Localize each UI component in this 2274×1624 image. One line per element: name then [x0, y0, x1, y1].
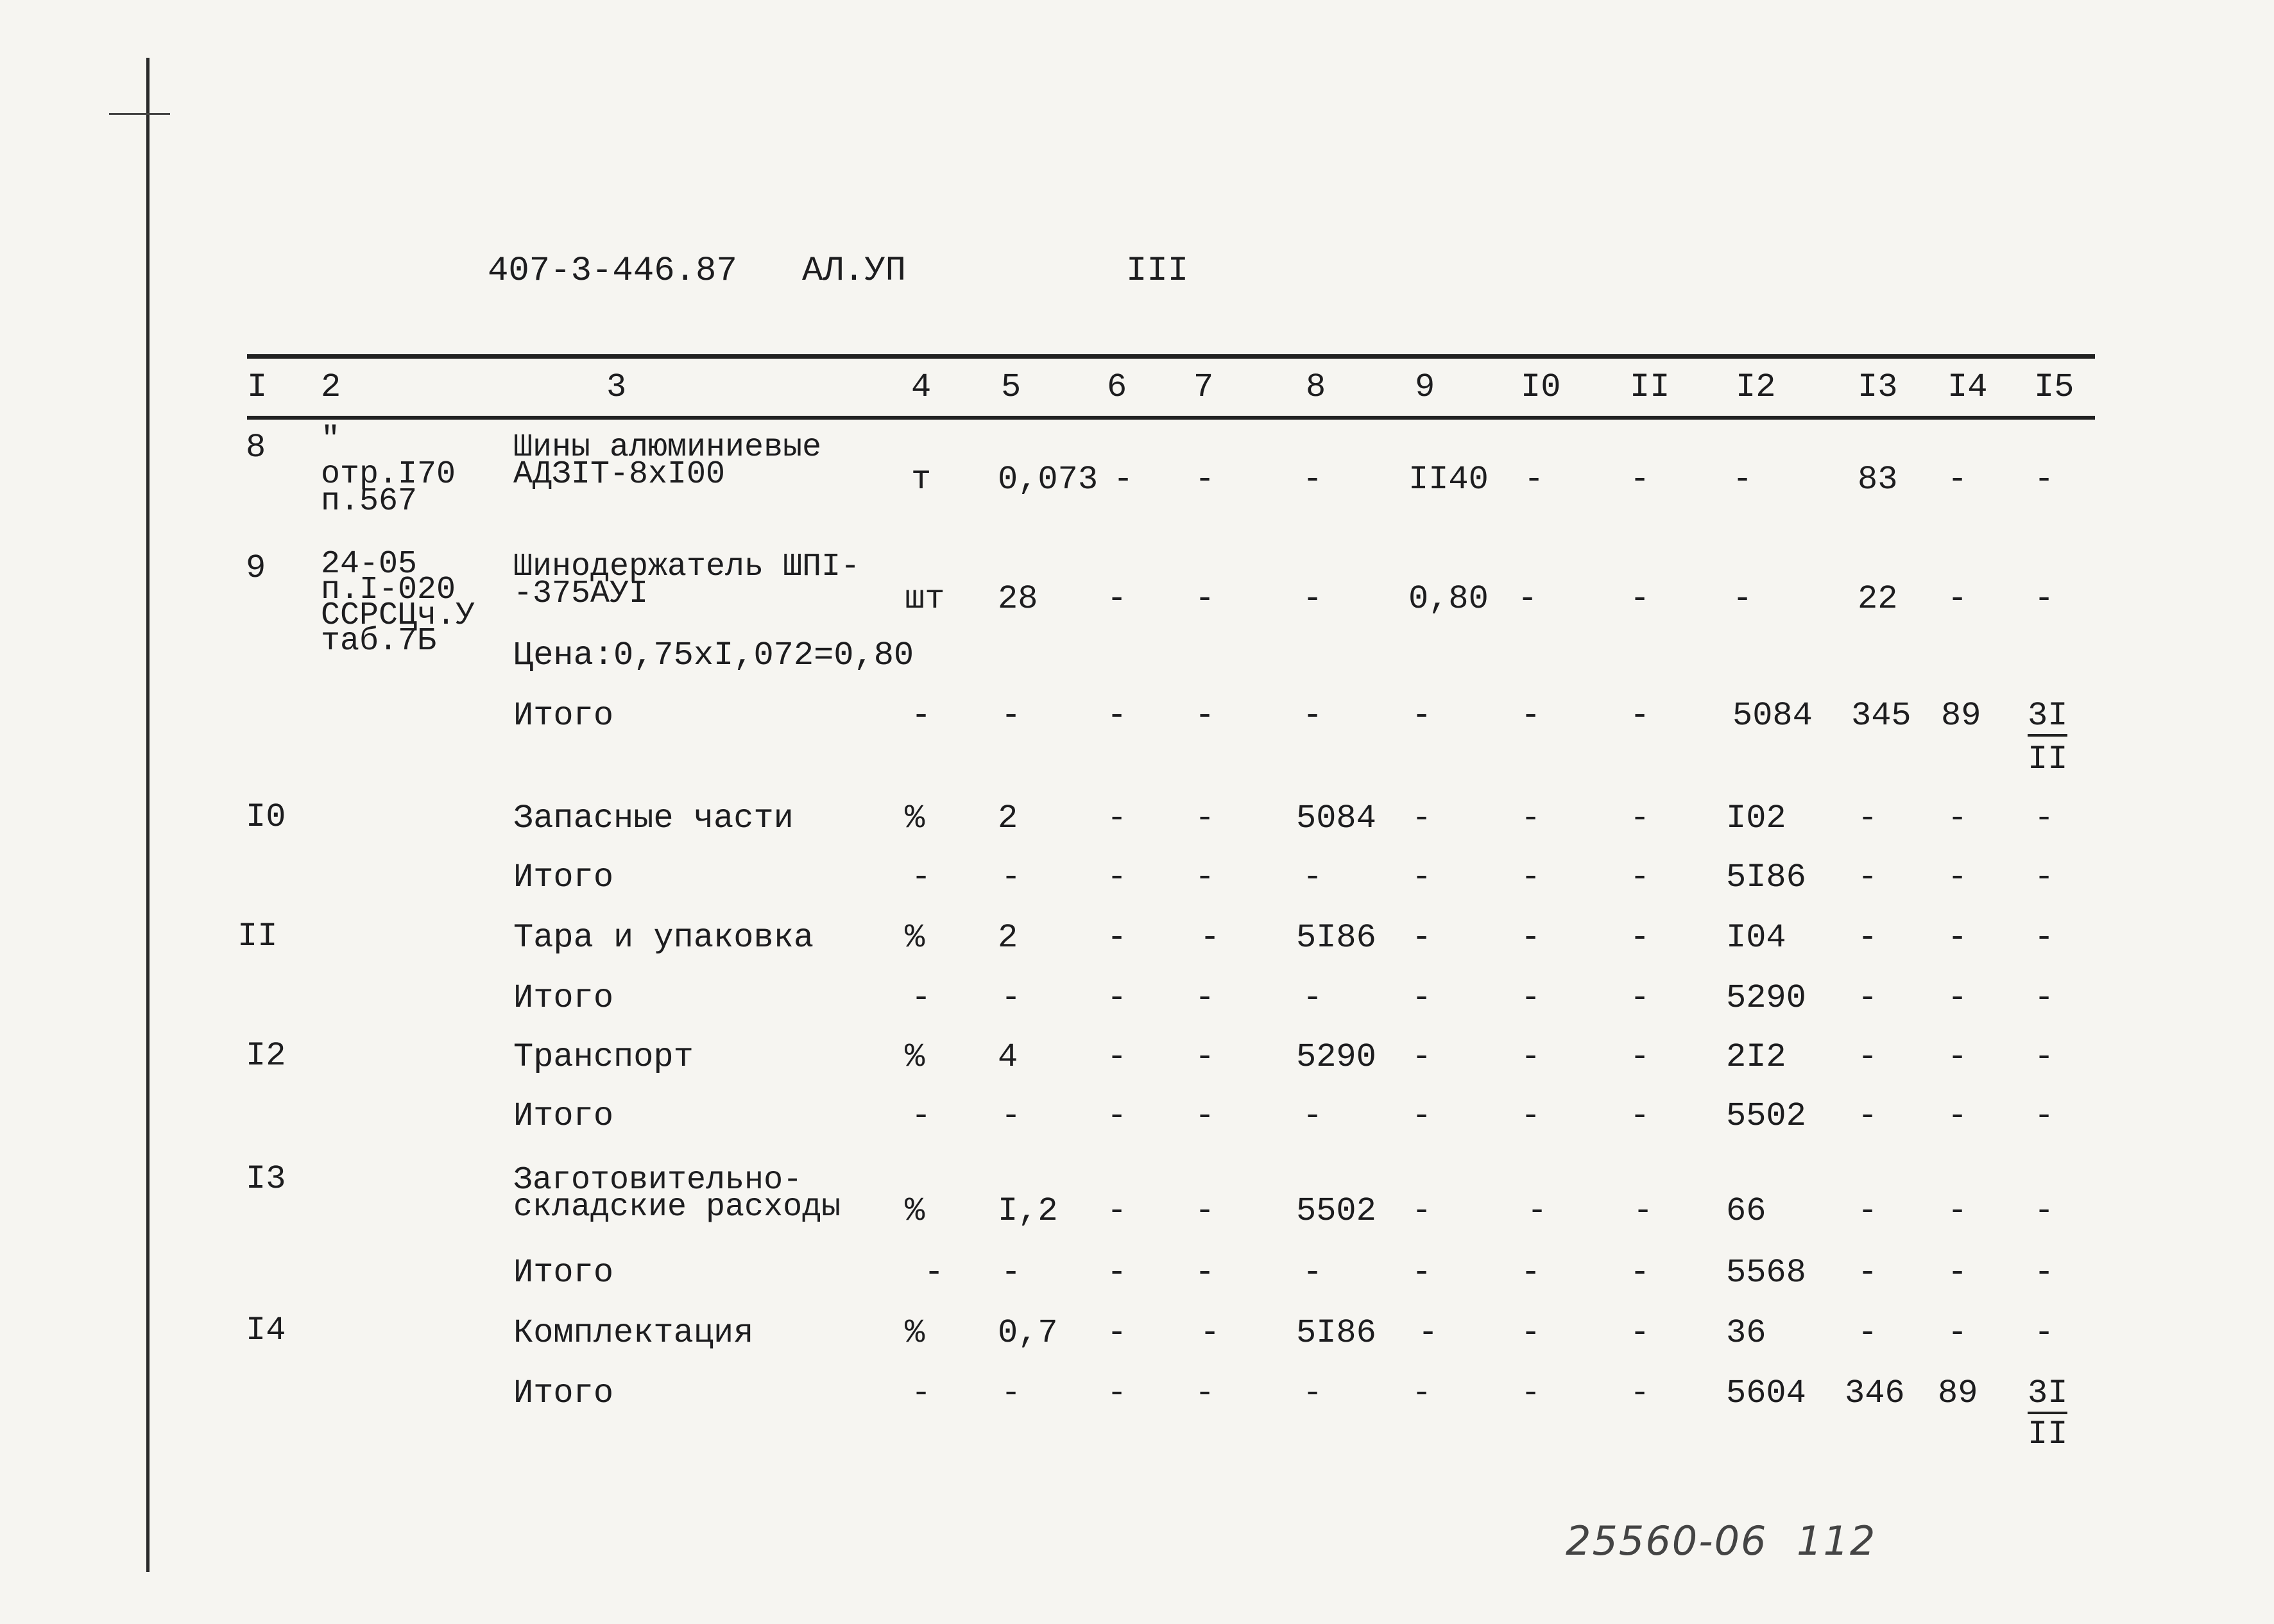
cell-7: -: [1195, 1038, 1215, 1076]
cell-8: 5I86: [1296, 919, 1376, 957]
column-number: 9: [1415, 368, 1435, 406]
cell-11: -: [1630, 919, 1650, 957]
row-number: I0: [246, 798, 286, 836]
cell-8: 5I86: [1296, 1314, 1376, 1352]
cell-11: -: [1630, 697, 1650, 735]
source-line: ": [321, 422, 341, 458]
cell-6: -: [1107, 979, 1127, 1017]
cell-13: -: [1858, 1254, 1878, 1292]
cell-11: -: [1630, 979, 1650, 1017]
cell-13: -: [1858, 1314, 1878, 1352]
cell-12: -: [1732, 580, 1753, 618]
cell-14: -: [1947, 461, 1968, 499]
column-number: 7: [1193, 368, 1214, 406]
cell-13: 83: [1858, 461, 1898, 499]
cell-6: -: [1107, 859, 1127, 896]
unit: %: [905, 1038, 925, 1076]
cell-5: -: [1001, 1097, 1022, 1135]
cell-6: -: [1107, 1192, 1127, 1230]
cell-11: -: [1630, 1038, 1650, 1076]
cell-9: 0,80: [1408, 580, 1489, 618]
cell-14: -: [1947, 1254, 1968, 1292]
cell-15: -: [2034, 859, 2055, 896]
cell-9: -: [1412, 979, 1432, 1017]
cell-7: -: [1195, 1192, 1215, 1230]
cell-13: 346: [1845, 1374, 1905, 1412]
cell-7: -: [1195, 799, 1215, 837]
cell-9: -: [1412, 1038, 1432, 1076]
cell-6: -: [1107, 1314, 1127, 1352]
cell-12: 5084: [1732, 697, 1813, 735]
cell-10: -: [1521, 979, 1541, 1017]
column-number: I: [247, 368, 268, 406]
cell-5: -: [1001, 1374, 1022, 1412]
column-number: I4: [1947, 368, 1988, 406]
cell-11: -: [1630, 1314, 1650, 1352]
cell-10: -: [1521, 697, 1541, 735]
total-label: Итого: [513, 979, 614, 1017]
unit: шт: [905, 580, 945, 618]
cell-12: I02: [1726, 799, 1786, 837]
row-number: I3: [246, 1160, 286, 1198]
cell-5: -: [1001, 1254, 1022, 1292]
cell-13: -: [1858, 979, 1878, 1017]
cell-7: -: [1195, 859, 1215, 896]
cell-10: -: [1521, 1314, 1541, 1352]
total-label: Итого: [513, 697, 614, 735]
cell-12: 5604: [1726, 1374, 1806, 1412]
cell-11: -: [1630, 461, 1650, 499]
cell-4: -: [911, 1097, 932, 1135]
cell-5: 2: [998, 919, 1018, 957]
cell-7: -: [1200, 919, 1220, 957]
cell-9: -: [1412, 1374, 1432, 1412]
cell-10: -: [1521, 1097, 1541, 1135]
unit: т: [911, 461, 932, 499]
column-number: I3: [1858, 368, 1898, 406]
row-number: I2: [246, 1037, 286, 1075]
cell-12: 36: [1726, 1314, 1766, 1352]
cell-8: -: [1303, 979, 1323, 1017]
column-number: I5: [2034, 368, 2074, 406]
cell-7: -: [1200, 1314, 1220, 1352]
column-number: 3: [606, 368, 627, 406]
margin-tick-mark: [109, 113, 170, 115]
item-name: Заготовительно-: [513, 1162, 803, 1199]
cell-14: 89: [1941, 697, 1981, 735]
cell-7: -: [1195, 697, 1215, 735]
cell-15: -: [2034, 1314, 2055, 1352]
source-line: таб.7Б: [321, 623, 437, 660]
row-number: 9: [246, 549, 266, 587]
column-number: 6: [1107, 368, 1127, 406]
unit: %: [905, 799, 925, 837]
cell-5: -: [1001, 979, 1022, 1017]
cell-6: -: [1107, 919, 1127, 957]
column-number: 5: [1001, 368, 1022, 406]
item-name: Шинодержатель ШПI-: [513, 549, 860, 585]
cell-6: -: [1107, 1097, 1127, 1135]
source-line: 24-05: [321, 546, 418, 583]
total-label: Итого: [513, 859, 614, 896]
cell-5: -: [1001, 697, 1022, 735]
cell-11: -: [1630, 859, 1650, 896]
cell-12: 66: [1726, 1192, 1766, 1230]
cell-15-bottom: II: [2028, 1415, 2068, 1453]
item-name: АДЗIТ-8хI00: [513, 456, 726, 493]
item-name: складские расходы: [513, 1189, 841, 1226]
cell-14: -: [1947, 979, 1968, 1017]
cell-13: 22: [1858, 580, 1898, 618]
cell-4: -: [911, 1374, 932, 1412]
cell-8: -: [1303, 1254, 1323, 1292]
cell-6: -: [1107, 799, 1127, 837]
cell-11: -: [1630, 799, 1650, 837]
cell-13: -: [1858, 1038, 1878, 1076]
cell-15: -: [2034, 1192, 2055, 1230]
cell-10: -: [1521, 799, 1541, 837]
total-label: Итого: [513, 1097, 614, 1135]
sheet-code: АЛ.УП: [802, 252, 907, 291]
cell-11: -: [1630, 1374, 1650, 1412]
cell-15: -: [2034, 919, 2055, 957]
cell-11: -: [1630, 1254, 1650, 1292]
cell-6: -: [1107, 1374, 1127, 1412]
source-line: п.567: [321, 483, 418, 520]
cell-10: -: [1521, 1254, 1541, 1292]
cell-10: -: [1527, 1192, 1548, 1230]
cell-14: -: [1947, 1038, 1968, 1076]
cell-6: -: [1107, 580, 1127, 618]
item-name: -375АУI: [513, 576, 649, 612]
cell-14: -: [1947, 799, 1968, 837]
column-number: I0: [1521, 368, 1561, 406]
cell-15: -: [2034, 580, 2055, 618]
cell-13: -: [1858, 799, 1878, 837]
source-line: ССРСЦч.У: [321, 597, 475, 634]
cell-7: -: [1195, 461, 1215, 499]
cell-8: -: [1303, 1374, 1323, 1412]
document-code: 407-3-446.87: [488, 252, 737, 291]
cell-12: 2I2: [1726, 1038, 1786, 1076]
cell-10: -: [1521, 1374, 1541, 1412]
cell-15: -: [2034, 1097, 2055, 1135]
row-number: II: [237, 918, 278, 955]
cell-13: -: [1858, 1097, 1878, 1135]
cell-6: -: [1107, 697, 1127, 735]
cell-13: -: [1858, 859, 1878, 896]
handwritten-sheet-number: 112: [1797, 1517, 1877, 1564]
cell-14: -: [1947, 859, 1968, 896]
cell-5: 28: [998, 580, 1038, 618]
cell-8: -: [1303, 697, 1323, 735]
cell-13: -: [1858, 1192, 1878, 1230]
cell-11: -: [1630, 580, 1650, 618]
cell-15: -: [2034, 979, 2055, 1017]
column-number: 8: [1306, 368, 1326, 406]
page-number: III: [1126, 252, 1189, 291]
cell-12: -: [1732, 461, 1753, 499]
cell-6: -: [1107, 1254, 1127, 1292]
cell-8: 5290: [1296, 1038, 1376, 1076]
cell-12: 5568: [1726, 1254, 1806, 1292]
cell-12: 5502: [1726, 1097, 1806, 1135]
item-name: Комплектация: [513, 1314, 754, 1352]
cell-14: -: [1947, 580, 1968, 618]
column-number: I2: [1736, 368, 1776, 406]
cell-15-bottom: II: [2028, 740, 2068, 778]
cell-13: -: [1858, 919, 1878, 957]
cell-9: -: [1412, 859, 1432, 896]
item-name: Тара и упаковка: [513, 919, 814, 957]
cell-9: -: [1412, 1254, 1432, 1292]
cell-9: -: [1418, 1314, 1439, 1352]
cell-13: 345: [1851, 697, 1911, 735]
cell-10: -: [1524, 461, 1544, 499]
cell-14: -: [1947, 1192, 1968, 1230]
cell-8: -: [1303, 1097, 1323, 1135]
cell-5: 0,7: [998, 1314, 1058, 1352]
cell-10: -: [1517, 580, 1538, 618]
row-number: I4: [246, 1312, 286, 1349]
column-number: II: [1630, 368, 1670, 406]
cell-12: 5290: [1726, 979, 1806, 1017]
cell-7: -: [1195, 1374, 1215, 1412]
cell-4: -: [911, 859, 932, 896]
cell-15-top: 3I: [2028, 699, 2067, 737]
item-name: Запасные части: [513, 799, 794, 837]
cell-15: -: [2034, 799, 2055, 837]
table-top-rule: [247, 354, 2095, 359]
cell-8: -: [1303, 580, 1323, 618]
cell-7: -: [1195, 979, 1215, 1017]
cell-8: 5502: [1296, 1192, 1376, 1230]
total-label: Итого: [513, 1254, 614, 1292]
unit: %: [905, 919, 925, 957]
unit: %: [905, 1192, 925, 1230]
cell-8: -: [1303, 461, 1323, 499]
cell-5: I,2: [998, 1192, 1058, 1230]
cell-8: 5084: [1296, 799, 1376, 837]
binding-margin-line: [146, 58, 150, 1572]
cell-15: -: [2034, 1038, 2055, 1076]
cell-9: -: [1412, 799, 1432, 837]
cell-4: -: [911, 979, 932, 1017]
cell-14: -: [1947, 1314, 1968, 1352]
cell-4: -: [924, 1254, 945, 1292]
cell-5: 2: [998, 799, 1018, 837]
cell-10: -: [1521, 1038, 1541, 1076]
cell-7: -: [1195, 1254, 1215, 1292]
item-name: Транспорт: [513, 1038, 694, 1076]
cell-12: 5I86: [1726, 859, 1806, 896]
row-number: 8: [246, 429, 266, 466]
cell-4: -: [911, 697, 932, 735]
column-number: 2: [321, 368, 341, 406]
cell-9: -: [1412, 919, 1432, 957]
cell-14: -: [1947, 1097, 1968, 1135]
cell-11: -: [1630, 1097, 1650, 1135]
cell-5: -: [1001, 859, 1022, 896]
total-label: Итого: [513, 1374, 614, 1412]
column-number: 4: [911, 368, 932, 406]
cell-6: -: [1113, 461, 1134, 499]
cell-9: -: [1412, 1192, 1432, 1230]
cell-6: -: [1107, 1038, 1127, 1076]
cell-12: I04: [1726, 919, 1786, 957]
cell-15: -: [2034, 461, 2055, 499]
item-name: Шины алюминиевые: [513, 429, 822, 466]
cell-5: 0,073: [998, 461, 1099, 499]
price-formula: Цена:0,75хI,072=0,80: [513, 637, 914, 674]
cell-14: 89: [1938, 1374, 1978, 1412]
cell-5: 4: [998, 1038, 1018, 1076]
cell-7: -: [1195, 1097, 1215, 1135]
cell-9: -: [1412, 697, 1432, 735]
cell-11: -: [1633, 1192, 1654, 1230]
source-line: п.I-020: [321, 572, 456, 608]
unit: %: [905, 1314, 925, 1352]
cell-8: -: [1303, 859, 1323, 896]
cell-9: -: [1412, 1097, 1432, 1135]
handwritten-archive-number: 25560-06: [1566, 1517, 1768, 1564]
cell-10: -: [1521, 919, 1541, 957]
cell-15-top: 3I: [2028, 1377, 2067, 1414]
cell-10: -: [1521, 859, 1541, 896]
cell-9: II40: [1408, 461, 1489, 499]
cell-14: -: [1947, 919, 1968, 957]
table-header-rule: [247, 416, 2095, 420]
cell-15: -: [2034, 1254, 2055, 1292]
cell-7: -: [1195, 580, 1215, 618]
source-line: отр.I70: [321, 456, 456, 493]
